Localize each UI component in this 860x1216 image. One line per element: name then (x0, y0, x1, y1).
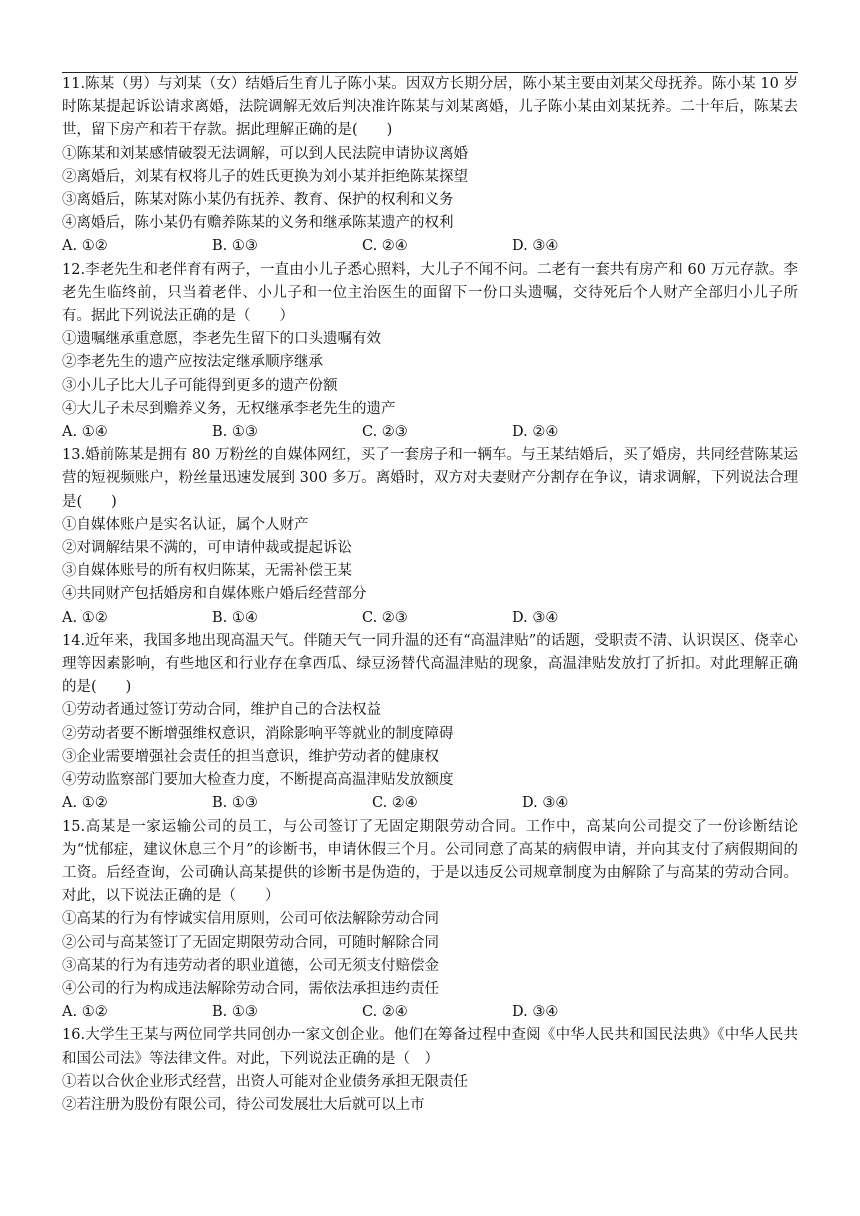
choice-d[interactable]: D. ③④ (512, 238, 559, 255)
choice-a[interactable]: A. ①② (62, 1004, 108, 1021)
question-stem: 16.大学生王某与两位同学共同创办一家文创企业。他们在筹备过程中查阅《中华人民共和国民法典》《中华人民共和国公司法》等法律文件。对此，下列说法正确的是（ ） (62, 1027, 798, 1067)
statement-1: ①高某的行为有悖诚实信用原则，公司可依法解除劳动合同 (62, 911, 439, 928)
choice-c[interactable]: C. ②③ (362, 609, 408, 626)
answer-choices (62, 792, 798, 815)
statement-3: ③离婚后，陈某对陈小某仍有抚养、教育、保护的权利和义务 (62, 192, 454, 209)
statement-1: ①陈某和刘某感情破裂无法调解，可以到人民法院申请协议离婚 (62, 145, 468, 162)
choice-b[interactable]: B. ①③ (212, 1004, 258, 1021)
choice-a[interactable]: A. ①② (62, 238, 108, 255)
statement-2: ②对调解结果不满的，可申请仲裁或提起诉讼 (62, 540, 352, 557)
answer-choices (62, 607, 798, 630)
statement-3: ③企业需要增强社会责任的担当意识，维护劳动者的健康权 (62, 748, 439, 765)
statement-2: ②劳动者要不断增强维权意识，消除影响平等就业的制度障碍 (62, 725, 454, 742)
statement-3: ③高某的行为有违劳动者的职业道德，公司无须支付赔偿金 (62, 957, 439, 974)
question-stem: 14.近年来，我国多地出现高温天气。伴随天气一同升温的还有“高温津贴”的话题，受职责不清、认识误区、侥幸心理等因素影响，有些地区和行业存在拿西瓜、绿豆汤替代高温津贴的现象，高温津贴发放打了折扣。对此理解正确的是( ) (62, 632, 798, 696)
exam-page (62, 72, 798, 1117)
question-13 (62, 444, 798, 630)
answer-choices (62, 421, 798, 444)
statement-1: ①遗嘱继承重意愿，李老先生留下的口头遗嘱有效 (62, 331, 381, 348)
answer-choices (62, 1001, 798, 1024)
choice-b[interactable]: B. ①④ (212, 609, 258, 626)
statement-1: ①自媒体账户是实名认证，属个人财产 (62, 516, 309, 533)
question-stem: 12.李老先生和老伴育有两子，一直由小儿子悉心照料，大儿子不闻不问。二老有一套共有房产和 60 万元存款。李老先生临终前，只当着老伴、小儿子和一位主治医生的面留下一份口头遗嘱，交待死后个人财产全部归小儿子所有。据此下列说法正确的是（ ） (62, 261, 798, 325)
choice-b[interactable]: B. ①③ (212, 424, 258, 441)
statement-1: ①若以合伙企业形式经营，出资人可能对企业债务承担无限责任 (62, 1073, 468, 1090)
question-15 (62, 816, 798, 1025)
statement-2: ②公司与高某签订了无固定期限劳动合同，可随时解除合同 (62, 934, 439, 951)
question-stem: 15.高某是一家运输公司的员工，与公司签订了无固定期限劳动合同。工作中，高某向公司提交了一份诊断结论为“忧郁症，建议休息三个月”的诊断书，申请休假三个月。公司同意了高某的病假申请，并向其支付了病假期间的工资。后经查询，公司确认高某提供的诊断书是伪造的，于是以违反公司规章制度为由解除了与高某的劳动合同。对此，以下说法正确的是（ ） (62, 818, 798, 905)
statement-2: ②离婚后，刘某有权将儿子的姓氏更换为刘小某并拒绝陈某探望 (62, 168, 468, 185)
statement-4: ④劳动监察部门要加大检查力度，不断提高高温津贴发放额度 (62, 772, 454, 789)
statement-4: ④共同财产包括婚房和自媒体账户婚后经营部分 (62, 586, 367, 603)
choice-c[interactable]: C. ②④ (362, 1004, 408, 1021)
question-14 (62, 630, 798, 816)
statement-2: ②李老先生的遗产应按法定继承顺序继承 (62, 354, 323, 371)
choice-d[interactable]: D. ③④ (512, 1004, 559, 1021)
choice-a[interactable]: A. ①② (62, 609, 108, 626)
statement-3: ③自媒体账号的所有权归陈某，无需补偿王某 (62, 563, 352, 580)
question-11 (62, 73, 798, 259)
choice-c[interactable]: C. ②④ (362, 238, 408, 255)
choice-a[interactable]: A. ①② (62, 795, 108, 812)
choice-d[interactable]: D. ③④ (522, 795, 569, 812)
question-16 (62, 1024, 798, 1117)
choice-d[interactable]: D. ③④ (512, 609, 559, 626)
statement-4: ④公司的行为构成违法解除劳动合同，需依法承担违约责任 (62, 980, 439, 997)
statement-3: ③小儿子比大儿子可能得到更多的遗产份额 (62, 377, 338, 394)
statement-2: ②若注册为股份有限公司，待公司发展壮大后就可以上市 (62, 1096, 425, 1113)
choice-a[interactable]: A. ①④ (62, 424, 108, 441)
choice-c[interactable]: C. ②④ (372, 795, 418, 812)
question-12 (62, 259, 798, 445)
choice-b[interactable]: B. ①③ (212, 795, 258, 812)
statement-1: ①劳动者通过签订劳动合同，维护自己的合法权益 (62, 702, 381, 719)
statement-4: ④离婚后，陈小某仍有赡养陈某的义务和继承陈某遗产的权利 (62, 215, 454, 232)
question-stem: 13.婚前陈某是拥有 80 万粉丝的自媒体网红，买了一套房子和一辆车。与王某结婚后，买了婚房，共同经营陈某运营的短视频账户，粉丝量迅速发展到 300 多万。离婚时，双方对夫妻财产分割存在争议，请求调解，下列说法合理是( ) (62, 447, 798, 510)
choice-b[interactable]: B. ①③ (212, 238, 258, 255)
question-stem: 11.陈某（男）与刘某（女）结婚后生育儿子陈小某。因双方长期分居，陈小某主要由刘某父母抚养。陈小某 10 岁时陈某提起诉讼请求离婚，法院调解无效后判决准许陈某与刘某离婚，儿子陈小某由刘某抚养。二十年后，陈某去世，留下房产和若干存款。据此理解正确的是( ) (62, 76, 798, 139)
choice-d[interactable]: D. ②④ (512, 424, 559, 441)
choice-c[interactable]: C. ②③ (362, 424, 408, 441)
answer-choices (62, 235, 798, 258)
statement-4: ④大儿子未尽到赡养义务，无权继承李老先生的遗产 (62, 400, 396, 417)
